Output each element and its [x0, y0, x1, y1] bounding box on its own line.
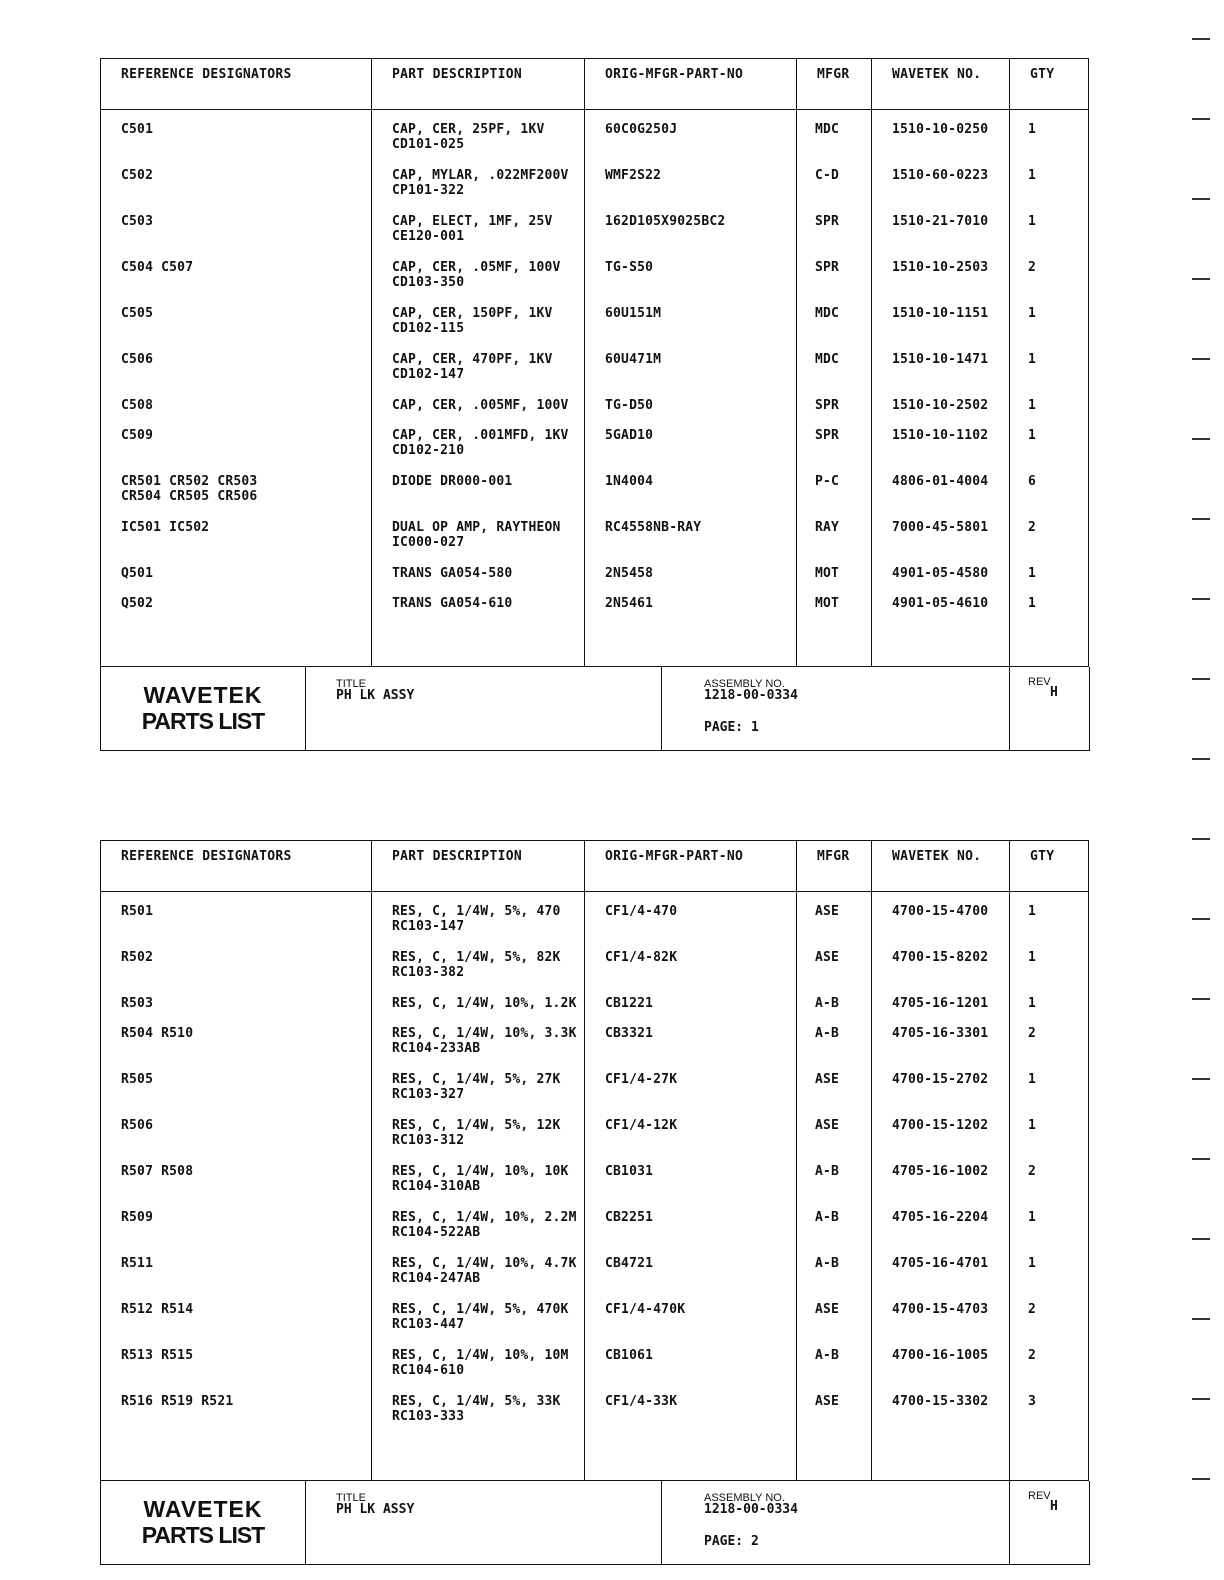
col-header-wavetek: WAVETEK NO. [872, 59, 1010, 110]
ref-cell: C504 C507 [101, 260, 372, 306]
orig-cell: CB3321 [585, 1026, 797, 1072]
table-row [101, 398, 1089, 428]
qty-cell: 1 [1028, 1072, 1037, 1087]
table-row [101, 566, 1089, 596]
table-row [101, 1348, 1089, 1394]
desc-line: RES, C, 1/4W, 10%, 10M [392, 1348, 569, 1363]
qty-cell: 1 [1028, 352, 1037, 367]
orig-cell: CF1/4-27K [585, 1072, 797, 1118]
desc-cell [372, 566, 585, 596]
qty-cell: 2 [1028, 520, 1037, 535]
desc-line: RES, C, 1/4W, 5%, 470 [392, 904, 561, 919]
assembly-label: ASSEMBLY NO. [704, 1492, 785, 1504]
ref-cell: IC501 IC502 [101, 520, 372, 566]
margin-tick [1192, 38, 1210, 40]
desc-code: CD102-115 [392, 321, 465, 336]
orig-cell: WMF2S22 [585, 168, 797, 214]
table-row [101, 168, 1089, 214]
wavetek-cell: 4705-16-4701 [872, 1256, 1010, 1302]
orig-cell: RC4558NB-RAY [585, 520, 797, 566]
desc-cell [372, 1118, 585, 1164]
mfgr-cell: SPR [797, 260, 872, 306]
wavetek-cell: 4700-15-2702 [872, 1072, 1010, 1118]
col-header-qty: GTY [1010, 841, 1089, 892]
orig-cell: CF1/4-82K [585, 950, 797, 996]
desc-code: CD102-147 [392, 367, 465, 382]
desc-cell [372, 1026, 585, 1072]
desc-line: RES, C, 1/4W, 10%, 4.7K [392, 1256, 577, 1271]
mfgr-cell: SPR [797, 428, 872, 474]
table-row [101, 596, 1089, 626]
title-label: TITLE [336, 678, 366, 690]
margin-tick [1192, 358, 1210, 360]
qty-cell: 1 [1028, 904, 1037, 919]
margin-tick [1192, 1398, 1210, 1400]
desc-code: RC103-312 [392, 1133, 465, 1148]
desc-code: CD101-025 [392, 137, 465, 152]
qty-cell: 3 [1028, 1394, 1037, 1409]
mfgr-cell: P-C [797, 474, 872, 520]
table-row [101, 1026, 1089, 1072]
desc-line: DUAL OP AMP, RAYTHEON [392, 520, 561, 535]
qty-cell: 1 [1028, 950, 1037, 965]
ref-cell: R507 R508 [101, 1164, 372, 1210]
page-number: PAGE: 1 [704, 720, 759, 735]
margin-tick [1192, 518, 1210, 520]
desc-line: CAP, MYLAR, .022MF200V [392, 168, 569, 183]
mfgr-cell: A-B [797, 996, 872, 1026]
desc-code: RC104-310AB [392, 1179, 481, 1194]
wavetek-cell: 4901-05-4610 [872, 596, 1010, 626]
desc-line: CAP, CER, 150PF, 1KV [392, 306, 553, 321]
qty-cell: 1 [1028, 1118, 1037, 1133]
desc-code: CP101-322 [392, 183, 465, 198]
wavetek-cell: 4705-16-2204 [872, 1210, 1010, 1256]
wavetek-cell: 4700-15-1202 [872, 1118, 1010, 1164]
desc-code: CD102-210 [392, 443, 465, 458]
parts-list-sheet-2 [100, 840, 1090, 1565]
desc-line: RES, C, 1/4W, 5%, 82K [392, 950, 561, 965]
orig-cell: 2N5461 [585, 596, 797, 626]
ref-line: CR501 CR502 CR503 [121, 474, 258, 489]
desc-code: RC103-447 [392, 1317, 465, 1332]
title-value: PH LK ASSY [336, 1502, 415, 1517]
ref-cell: R513 R515 [101, 1348, 372, 1394]
desc-code: RC104-247AB [392, 1271, 481, 1286]
qty-cell: 1 [1028, 398, 1037, 413]
col-header-ref: REFERENCE DESIGNATORS [101, 841, 372, 892]
rev-label: REV [1028, 1490, 1051, 1502]
desc-line: CAP, CER, .05MF, 100V [392, 260, 561, 275]
ref-cell: R505 [101, 1072, 372, 1118]
wavetek-cell: 4700-15-8202 [872, 950, 1010, 996]
wavetek-cell: 4806-01-4004 [872, 474, 1010, 520]
mfgr-cell: MDC [797, 110, 872, 169]
qty-cell: 1 [1028, 214, 1037, 229]
orig-cell: CF1/4-470K [585, 1302, 797, 1348]
table-row [101, 1072, 1089, 1118]
desc-cell [372, 168, 585, 214]
table-row [101, 260, 1089, 306]
mfgr-cell: ASE [797, 950, 872, 996]
wavetek-cell: 1510-10-1102 [872, 428, 1010, 474]
title-block [100, 667, 1090, 751]
desc-cell [372, 996, 585, 1026]
orig-cell: 60U471M [585, 352, 797, 398]
wavetek-cell: 4705-16-1002 [872, 1164, 1010, 1210]
desc-cell [372, 398, 585, 428]
orig-cell: CB1061 [585, 1348, 797, 1394]
margin-tick [1192, 918, 1210, 920]
ref-cell: C503 [101, 214, 372, 260]
table-row [101, 428, 1089, 474]
mfgr-cell: MOT [797, 566, 872, 596]
qty-cell: 2 [1028, 1302, 1037, 1317]
col-header-wavetek: WAVETEK NO. [872, 841, 1010, 892]
ref-cell [101, 474, 372, 520]
desc-cell [372, 306, 585, 352]
desc-line: RES, C, 1/4W, 5%, 470K [392, 1302, 569, 1317]
table-row [101, 950, 1089, 996]
orig-cell: 60U151M [585, 306, 797, 352]
qty-cell: 1 [1028, 122, 1037, 137]
desc-line: CAP, CER, .005MF, 100V [392, 398, 569, 413]
table-header [101, 59, 1089, 110]
table-header [101, 841, 1089, 892]
orig-cell: CF1/4-470 [585, 892, 797, 951]
mfgr-cell: MDC [797, 352, 872, 398]
margin-tick [1192, 1478, 1210, 1480]
qty-cell: 1 [1028, 1256, 1037, 1271]
desc-code: IC000-027 [392, 535, 465, 550]
mfgr-cell: ASE [797, 892, 872, 951]
desc-code: CD103-350 [392, 275, 465, 290]
title-cell [306, 1481, 662, 1564]
desc-cell [372, 260, 585, 306]
orig-cell: 1N4004 [585, 474, 797, 520]
orig-cell: CB2251 [585, 1210, 797, 1256]
desc-line: RES, C, 1/4W, 5%, 27K [392, 1072, 561, 1087]
desc-cell [372, 1394, 585, 1440]
wavetek-cell: 4700-15-3302 [872, 1394, 1010, 1440]
ref-cell: R511 [101, 1256, 372, 1302]
col-header-orig: ORIG-MFGR-PART-NO [585, 841, 797, 892]
mfgr-cell: SPR [797, 214, 872, 260]
assembly-cell [662, 667, 1010, 750]
table-row [101, 110, 1089, 169]
wavetek-cell: 4705-16-3301 [872, 1026, 1010, 1072]
table-row [101, 474, 1089, 520]
desc-cell [372, 950, 585, 996]
mfgr-cell: SPR [797, 398, 872, 428]
ref-cell: R516 R519 R521 [101, 1394, 372, 1440]
qty-cell: 1 [1028, 428, 1037, 443]
table-row [101, 996, 1089, 1026]
qty-cell: 1 [1028, 306, 1037, 321]
desc-cell [372, 110, 585, 169]
wavetek-cell: 4700-16-1005 [872, 1348, 1010, 1394]
ref-cell: R503 [101, 996, 372, 1026]
qty-cell: 2 [1028, 1026, 1037, 1041]
wavetek-cell: 1510-10-2502 [872, 398, 1010, 428]
orig-cell: CF1/4-12K [585, 1118, 797, 1164]
table-filler [101, 626, 1089, 667]
ref-cell: R506 [101, 1118, 372, 1164]
wavetek-cell: 1510-10-1151 [872, 306, 1010, 352]
wavetek-logo [101, 1481, 306, 1564]
desc-cell [372, 1210, 585, 1256]
qty-cell: 2 [1028, 1348, 1037, 1363]
desc-code: RC104-233AB [392, 1041, 481, 1056]
margin-tick [1192, 1078, 1210, 1080]
col-header-mfgr: MFGR [797, 841, 872, 892]
ref-cell: C506 [101, 352, 372, 398]
mfgr-cell: A-B [797, 1348, 872, 1394]
assembly-label: ASSEMBLY NO. [704, 678, 785, 690]
parts-table [100, 58, 1089, 667]
parts-list-label: PARTS LIST [141, 1521, 265, 1548]
orig-cell: CB1221 [585, 996, 797, 1026]
assembly-number: 1218-00-0334 [704, 1502, 798, 1517]
parts-table [100, 840, 1089, 1481]
mfgr-cell: MOT [797, 596, 872, 626]
table-row [101, 892, 1089, 951]
desc-code: CE120-001 [392, 229, 465, 244]
orig-cell: TG-S50 [585, 260, 797, 306]
mfgr-cell: A-B [797, 1210, 872, 1256]
mfgr-cell: MDC [797, 306, 872, 352]
rev-value: H [1050, 1499, 1058, 1514]
table-row [101, 1256, 1089, 1302]
margin-tick [1192, 118, 1210, 120]
desc-line: CAP, CER, 25PF, 1KV [392, 122, 545, 137]
table-row [101, 352, 1089, 398]
col-header-desc: PART DESCRIPTION [372, 59, 585, 110]
mfgr-cell: ASE [797, 1394, 872, 1440]
mfgr-cell: A-B [797, 1256, 872, 1302]
desc-line: RES, C, 1/4W, 10%, 1.2K [392, 996, 577, 1011]
orig-cell: CB1031 [585, 1164, 797, 1210]
desc-cell [372, 1164, 585, 1210]
table-row [101, 1210, 1089, 1256]
parts-list-label: PARTS LIST [141, 707, 265, 734]
ref-cell: C509 [101, 428, 372, 474]
desc-line: DIODE DR000-001 [392, 474, 513, 489]
ref-cell: C502 [101, 168, 372, 214]
rev-cell [1010, 667, 1089, 750]
desc-code: RC104-610 [392, 1363, 465, 1378]
desc-cell [372, 1348, 585, 1394]
desc-cell [372, 1302, 585, 1348]
ref-cell: R512 R514 [101, 1302, 372, 1348]
col-header-orig: ORIG-MFGR-PART-NO [585, 59, 797, 110]
wavetek-cell: 1510-10-1471 [872, 352, 1010, 398]
orig-cell: 5GAD10 [585, 428, 797, 474]
desc-line: TRANS GA054-580 [392, 566, 513, 581]
wavetek-cell: 4700-15-4700 [872, 892, 1010, 951]
title-value: PH LK ASSY [336, 688, 415, 703]
table-row [101, 1394, 1089, 1440]
desc-cell [372, 1072, 585, 1118]
mfgr-cell: A-B [797, 1026, 872, 1072]
desc-code: RC103-333 [392, 1409, 465, 1424]
qty-cell: 1 [1028, 1210, 1037, 1225]
table-row [101, 1118, 1089, 1164]
ref-cell: R501 [101, 892, 372, 951]
desc-cell [372, 214, 585, 260]
margin-tick [1192, 278, 1210, 280]
margin-tick [1192, 758, 1210, 760]
title-cell [306, 667, 662, 750]
qty-cell: 6 [1028, 474, 1037, 489]
title-label: TITLE [336, 1492, 366, 1504]
col-header-desc: PART DESCRIPTION [372, 841, 585, 892]
qty-cell: 2 [1028, 260, 1037, 275]
wavetek-cell: 1510-10-0250 [872, 110, 1010, 169]
orig-cell: 60C0G250J [585, 110, 797, 169]
brand-name: WAVETEK [143, 1495, 263, 1522]
orig-cell: 2N5458 [585, 566, 797, 596]
desc-line: RES, C, 1/4W, 10%, 2.2M [392, 1210, 577, 1225]
margin-tick [1192, 598, 1210, 600]
table-filler [101, 1440, 1089, 1481]
rev-value: H [1050, 685, 1058, 700]
margin-tick [1192, 1238, 1210, 1240]
orig-cell: 162D105X9025BC2 [585, 214, 797, 260]
wavetek-logo [101, 667, 306, 750]
desc-cell [372, 892, 585, 951]
page-number: PAGE: 2 [704, 1534, 759, 1549]
ref-cell: Q501 [101, 566, 372, 596]
wavetek-cell: 1510-21-7010 [872, 214, 1010, 260]
desc-code: RC104-522AB [392, 1225, 481, 1240]
rev-cell [1010, 1481, 1089, 1564]
rev-label: REV [1028, 676, 1051, 688]
title-block [100, 1481, 1090, 1565]
desc-line: RES, C, 1/4W, 5%, 33K [392, 1394, 561, 1409]
desc-cell [372, 520, 585, 566]
mfgr-cell: ASE [797, 1072, 872, 1118]
wavetek-cell: 4700-15-4703 [872, 1302, 1010, 1348]
desc-cell [372, 428, 585, 474]
margin-tick [1192, 1318, 1210, 1320]
desc-line: RES, C, 1/4W, 5%, 12K [392, 1118, 561, 1133]
wavetek-cell: 4901-05-4580 [872, 566, 1010, 596]
desc-code: RC103-327 [392, 1087, 465, 1102]
desc-line: RES, C, 1/4W, 10%, 3.3K [392, 1026, 577, 1041]
desc-line: CAP, ELECT, 1MF, 25V [392, 214, 553, 229]
desc-line: CAP, CER, .001MFD, 1KV [392, 428, 569, 443]
desc-cell [372, 352, 585, 398]
table-row [101, 306, 1089, 352]
orig-cell: CB4721 [585, 1256, 797, 1302]
desc-code: RC103-382 [392, 965, 465, 980]
margin-tick [1192, 438, 1210, 440]
qty-cell: 1 [1028, 596, 1037, 611]
wavetek-cell: 7000-45-5801 [872, 520, 1010, 566]
ref-cell: R504 R510 [101, 1026, 372, 1072]
margin-tick [1192, 1158, 1210, 1160]
orig-cell: CF1/4-33K [585, 1394, 797, 1440]
margin-tick [1192, 678, 1210, 680]
ref-cell: R502 [101, 950, 372, 996]
table-row [101, 1302, 1089, 1348]
ref-cell: C505 [101, 306, 372, 352]
table-row [101, 1164, 1089, 1210]
col-header-mfgr: MFGR [797, 59, 872, 110]
wavetek-cell: 1510-10-2503 [872, 260, 1010, 306]
brand-name: WAVETEK [143, 681, 263, 708]
desc-cell [372, 596, 585, 626]
assembly-cell [662, 1481, 1010, 1564]
desc-cell [372, 474, 585, 520]
parts-list-sheet-1 [100, 58, 1090, 751]
col-header-qty: GTY [1010, 59, 1089, 110]
orig-cell: TG-D50 [585, 398, 797, 428]
ref-cell: Q502 [101, 596, 372, 626]
margin-tick [1192, 838, 1210, 840]
desc-line: CAP, CER, 470PF, 1KV [392, 352, 553, 367]
desc-code: RC103-147 [392, 919, 465, 934]
ref-line: CR504 CR505 CR506 [121, 489, 258, 504]
qty-cell: 1 [1028, 996, 1037, 1011]
col-header-ref: REFERENCE DESIGNATORS [101, 59, 372, 110]
desc-cell [372, 1256, 585, 1302]
table-row [101, 520, 1089, 566]
ref-cell: R509 [101, 1210, 372, 1256]
qty-cell: 1 [1028, 566, 1037, 581]
margin-tick [1192, 198, 1210, 200]
qty-cell: 1 [1028, 168, 1037, 183]
desc-line: TRANS GA054-610 [392, 596, 513, 611]
qty-cell: 2 [1028, 1164, 1037, 1179]
mfgr-cell: ASE [797, 1302, 872, 1348]
mfgr-cell: A-B [797, 1164, 872, 1210]
mfgr-cell: RAY [797, 520, 872, 566]
mfgr-cell: ASE [797, 1118, 872, 1164]
ref-cell: C501 [101, 110, 372, 169]
desc-line: RES, C, 1/4W, 10%, 10K [392, 1164, 569, 1179]
assembly-number: 1218-00-0334 [704, 688, 798, 703]
ref-cell: C508 [101, 398, 372, 428]
margin-tick [1192, 998, 1210, 1000]
wavetek-cell: 4705-16-1201 [872, 996, 1010, 1026]
table-row [101, 214, 1089, 260]
mfgr-cell: C-D [797, 168, 872, 214]
wavetek-cell: 1510-60-0223 [872, 168, 1010, 214]
